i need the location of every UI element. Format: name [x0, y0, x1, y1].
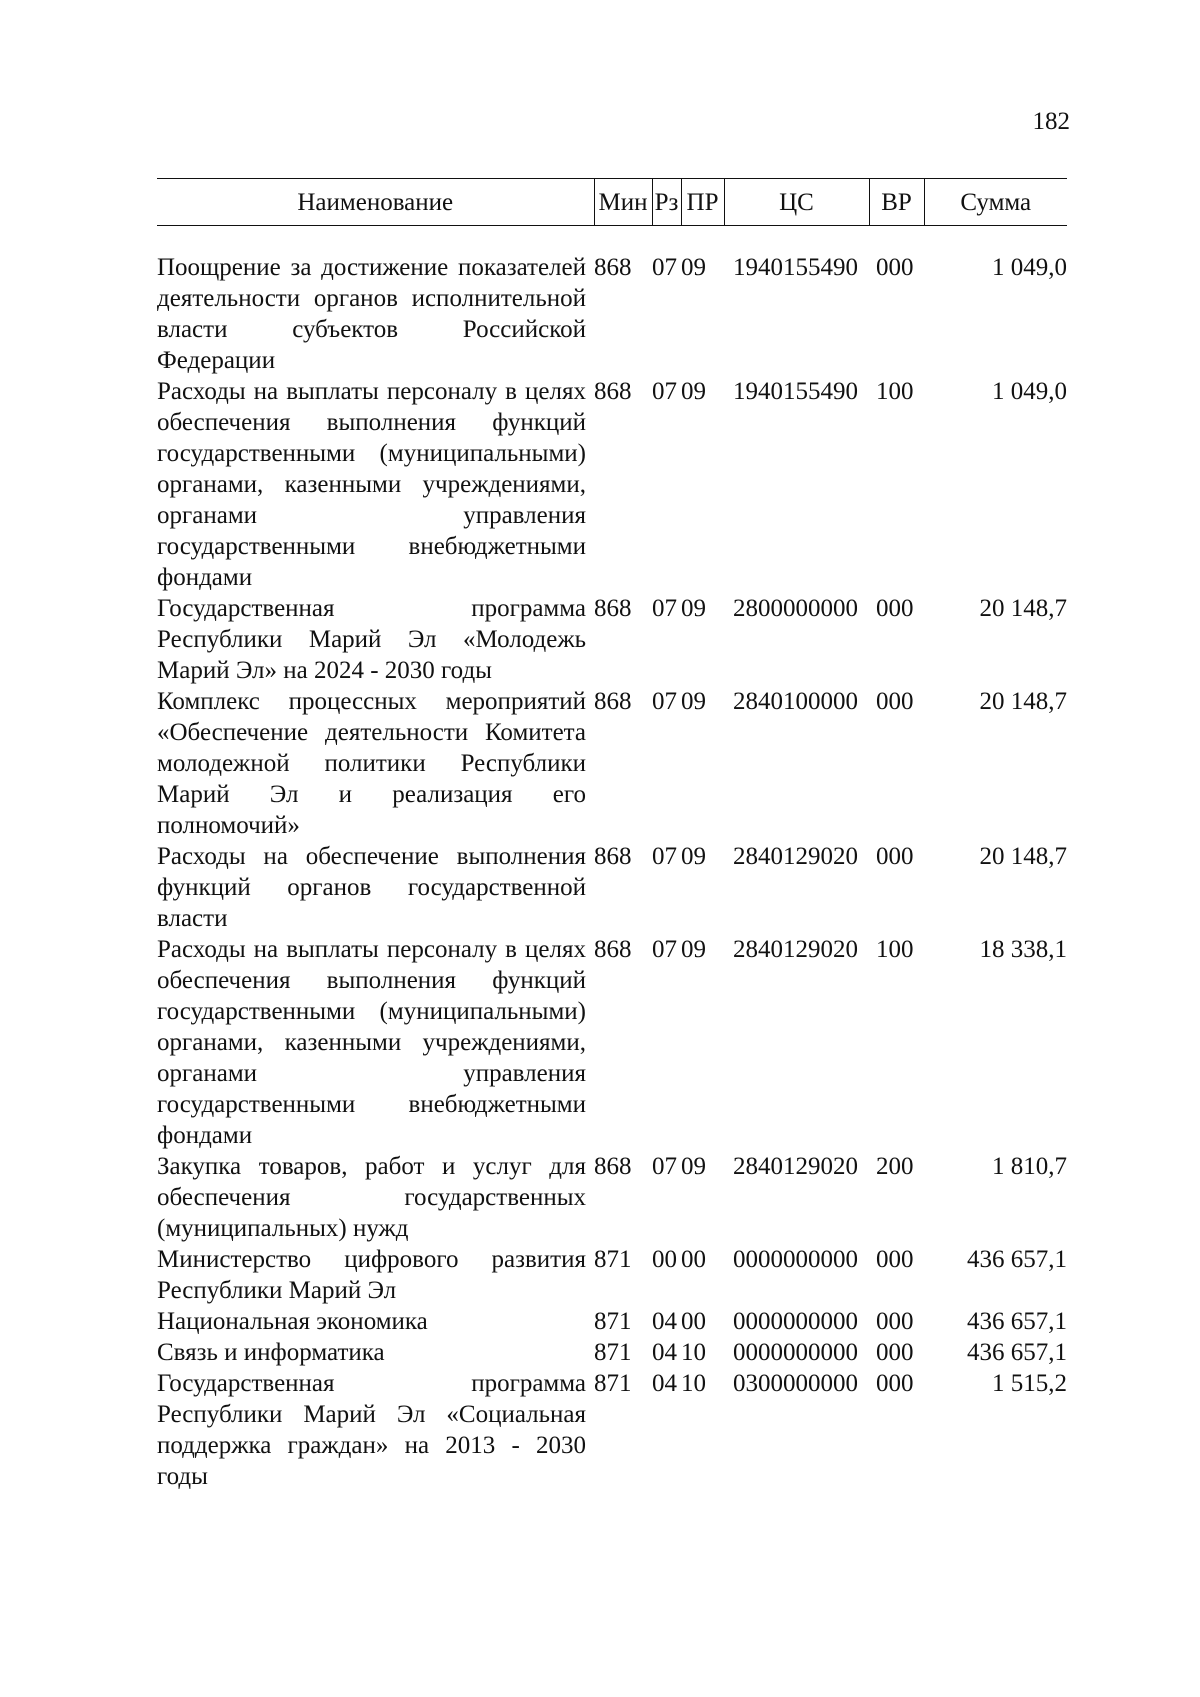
table-row: [157, 686, 1067, 841]
table-row: [157, 1368, 1067, 1492]
header-vr: ВР: [869, 179, 924, 226]
row-pr: 00: [681, 1308, 706, 1335]
row-cs: 2840100000: [733, 688, 858, 715]
row-rz: 04: [652, 1370, 677, 1397]
header-min: Мин: [594, 179, 652, 226]
row-pr: 09: [681, 595, 706, 622]
table-row: [157, 934, 1067, 1151]
table-row: [157, 1244, 1067, 1306]
row-pr: 09: [681, 1153, 706, 1180]
row-sum: 20 148,7: [979, 688, 1067, 715]
row-min: 868: [594, 936, 632, 963]
row-min: 868: [594, 843, 632, 870]
row-vr: 000: [876, 1246, 914, 1273]
row-rz: 07: [652, 378, 677, 405]
row-cs: 0000000000: [733, 1246, 858, 1273]
row-sum: 1 049,0: [992, 378, 1067, 405]
table-row: [157, 1306, 1067, 1337]
row-rz: 04: [652, 1308, 677, 1335]
row-cs: 2840129020: [733, 1153, 858, 1180]
row-pr: 00: [681, 1246, 706, 1273]
row-pr: 10: [681, 1370, 706, 1397]
row-name: Закупка товаров, работ и услуг для обеспечения государственных (муниципальных) нужд: [157, 1153, 586, 1242]
row-vr: 000: [876, 1308, 914, 1335]
row-vr: 000: [876, 1370, 914, 1397]
row-name: Расходы на выплаты персоналу в целях обеспечения выполнения функций государственными (муниципальными) органами, казенными учреждениями, органами управления государственными внебюджетными фондами: [157, 936, 586, 1149]
row-min: 871: [594, 1246, 632, 1273]
row-sum: 436 657,1: [967, 1308, 1067, 1335]
row-cs: 0000000000: [733, 1308, 858, 1335]
row-pr: 09: [681, 688, 706, 715]
header-sum: Сумма: [924, 179, 1067, 226]
row-min: 871: [594, 1308, 632, 1335]
row-pr: 09: [681, 378, 706, 405]
row-pr: 09: [681, 936, 706, 963]
row-vr: 000: [876, 688, 914, 715]
row-cs: 2840129020: [733, 936, 858, 963]
row-vr: 000: [876, 254, 914, 281]
row-min: 871: [594, 1370, 632, 1397]
row-min: 868: [594, 1153, 632, 1180]
row-cs: 1940155490: [733, 254, 858, 281]
row-name: Государственная программа Республики Марий Эл «Социальная поддержка граждан» на 2013 - 2030 годы: [157, 1370, 586, 1490]
row-rz: 00: [652, 1246, 677, 1273]
row-min: 868: [594, 254, 632, 281]
row-sum: 436 657,1: [967, 1339, 1067, 1366]
table-row: [157, 593, 1067, 686]
row-vr: 000: [876, 595, 914, 622]
table-row: [157, 1151, 1067, 1244]
row-sum: 18 338,1: [979, 936, 1067, 963]
row-vr: 000: [876, 843, 914, 870]
header-name: Наименование: [157, 179, 594, 226]
row-min: 868: [594, 595, 632, 622]
row-name: Связь и информатика: [157, 1339, 385, 1366]
row-vr: 100: [876, 936, 914, 963]
row-name: Комплекс процессных мероприятий «Обеспечение деятельности Комитета молодежной политики Республики Марий Эл и реализация его полномочий»: [157, 688, 586, 839]
table-header: [157, 179, 1067, 226]
table-body: [157, 226, 1067, 1493]
row-sum: 436 657,1: [967, 1246, 1067, 1273]
row-vr: 000: [876, 1339, 914, 1366]
row-cs: 2800000000: [733, 595, 858, 622]
row-rz: 07: [652, 936, 677, 963]
row-vr: 100: [876, 378, 914, 405]
row-cs: 0000000000: [733, 1339, 858, 1366]
row-name: Министерство цифрового развития Республики Марий Эл: [157, 1246, 586, 1304]
row-pr: 09: [681, 843, 706, 870]
row-pr: 10: [681, 1339, 706, 1366]
table-row: [157, 1337, 1067, 1368]
row-sum: 1 049,0: [992, 254, 1067, 281]
header-rz: Рз: [652, 179, 681, 226]
row-rz: 07: [652, 688, 677, 715]
row-pr: 09: [681, 254, 706, 281]
row-cs: 1940155490: [733, 378, 858, 405]
row-name: Поощрение за достижение показателей деятельности органов исполнительной власти субъектов Российской Федерации: [157, 254, 586, 374]
row-rz: 07: [652, 254, 677, 281]
row-rz: 07: [652, 843, 677, 870]
page-number: 182: [1032, 108, 1070, 135]
row-rz: 07: [652, 1153, 677, 1180]
row-rz: 07: [652, 595, 677, 622]
table-row: [157, 376, 1067, 593]
row-name: Национальная экономика: [157, 1308, 428, 1335]
row-rz: 04: [652, 1339, 677, 1366]
row-min: 871: [594, 1339, 632, 1366]
header-pr: ПР: [681, 179, 724, 226]
row-vr: 200: [876, 1153, 914, 1180]
row-sum: 1 810,7: [992, 1153, 1067, 1180]
row-name: Государственная программа Республики Марий Эл «Молодежь Марий Эл» на 2024 - 2030 годы: [157, 595, 586, 684]
row-cs: 2840129020: [733, 843, 858, 870]
row-min: 868: [594, 688, 632, 715]
row-min: 868: [594, 378, 632, 405]
row-sum: 20 148,7: [979, 843, 1067, 870]
table-row: [157, 252, 1067, 376]
row-sum: 1 515,2: [992, 1370, 1067, 1397]
header-cs: ЦС: [724, 179, 869, 226]
row-name: Расходы на выплаты персоналу в целях обеспечения выполнения функций государственными (муниципальными) органами, казенными учреждениями, органами управления государственными внебюджетными фондами: [157, 378, 586, 591]
row-cs: 0300000000: [733, 1370, 858, 1397]
row-sum: 20 148,7: [979, 595, 1067, 622]
row-name: Расходы на обеспечение выполнения функций органов государственной власти: [157, 843, 586, 932]
table-row: [157, 841, 1067, 934]
budget-table: [157, 178, 1067, 1492]
